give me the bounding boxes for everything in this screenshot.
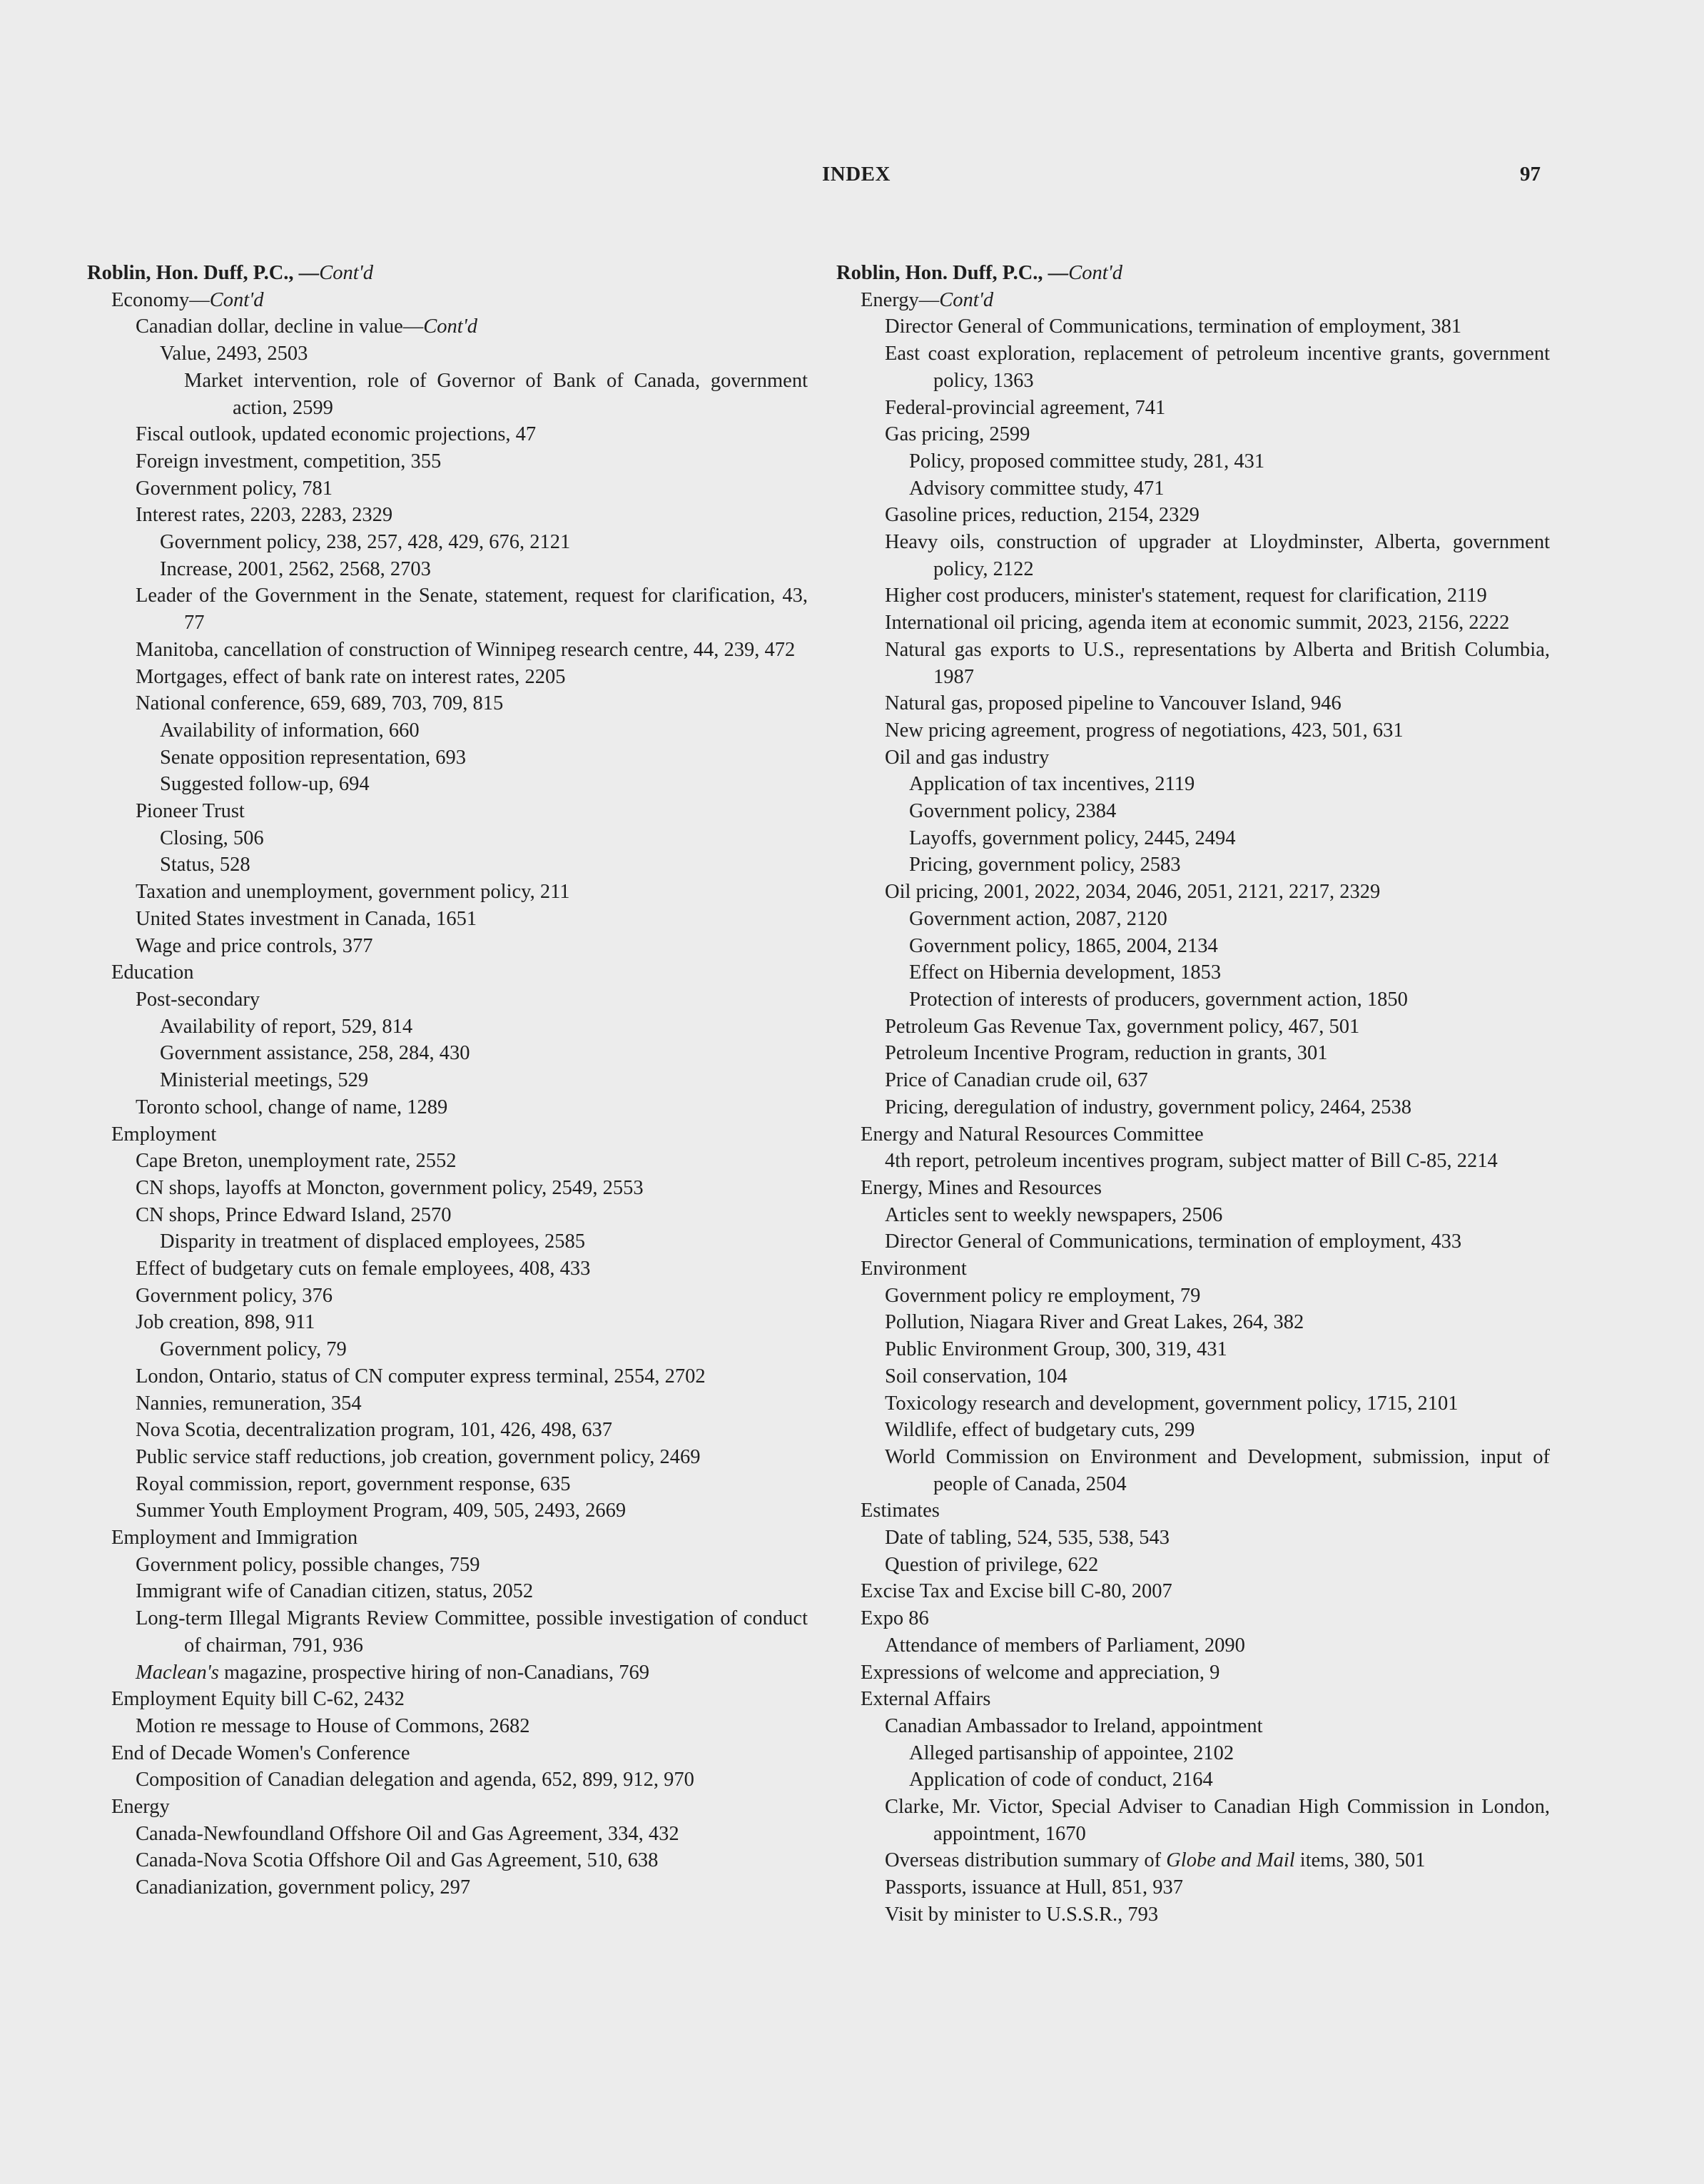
index-entry <box>136 313 808 340</box>
index-entry <box>136 421 808 448</box>
index-entry <box>136 1497 808 1525</box>
index-entry <box>885 879 1550 906</box>
entry-text: Foreign investment, competition, 355 <box>136 450 442 472</box>
entry-text: Availability of report, 529, 814 <box>160 1015 413 1038</box>
index-entry <box>160 1013 808 1041</box>
index-entry <box>885 610 1550 637</box>
entry-text: Pioneer Trust <box>136 800 245 823</box>
entry-text: Availability of information, 660 <box>160 719 420 742</box>
entry-text: Government policy, 79 <box>160 1338 347 1361</box>
index-entry <box>111 959 808 986</box>
entry-text: Wildlife, effect of budgetary cuts, 299 <box>885 1419 1195 1442</box>
index-entry <box>160 1228 808 1255</box>
index-entry <box>136 1309 808 1336</box>
entry-text: Canada-Nova Scotia Offshore Oil and Gas Agreement, 510, 638 <box>136 1849 659 1872</box>
index-entry <box>136 1821 808 1848</box>
index-entry <box>885 1309 1550 1336</box>
index-entry <box>885 1148 1550 1175</box>
index-entry <box>136 582 808 636</box>
index-entry <box>885 1632 1550 1659</box>
index-entry <box>136 1148 808 1175</box>
index-entry <box>160 1336 808 1363</box>
entry-text: National conference, 659, 689, 703, 709, 815 <box>136 692 504 715</box>
index-entry <box>136 448 808 475</box>
index-entry <box>111 287 808 314</box>
index-entry <box>885 1067 1550 1094</box>
entry-text: Director General of Communications, termination of employment, 433 <box>885 1230 1462 1253</box>
entry-text: items, 380, 501 <box>1294 1849 1426 1872</box>
entry-text: Government policy, possible changes, 759 <box>136 1553 480 1576</box>
index-entry <box>885 1390 1550 1417</box>
entry-text: Articles sent to weekly newspapers, 2506 <box>885 1203 1223 1226</box>
entry-text: Government policy, 238, 257, 428, 429, 676, 2121 <box>160 531 571 554</box>
index-entry <box>885 744 1550 772</box>
entry-text: Cape Breton, unemployment rate, 2552 <box>136 1150 457 1173</box>
index-entry <box>160 340 808 368</box>
entry-text: London, Ontario, status of CN computer express terminal, 2554, 2702 <box>136 1365 706 1387</box>
entry-text: Government policy, 2384 <box>909 800 1117 823</box>
entry-text: Attendance of members of Parliament, 2090 <box>885 1634 1245 1657</box>
entry-text: 4th report, petroleum incentives program, subject matter of Bill C-85, 2214 <box>885 1150 1498 1173</box>
entry-text: Employment <box>111 1123 217 1146</box>
index-entry <box>885 1040 1550 1067</box>
entry-text: Fiscal outlook, updated economic projections, 47 <box>136 423 537 446</box>
index-entry <box>136 1766 808 1794</box>
entry-text: Petroleum Gas Revenue Tax, government policy, 467, 501 <box>885 1015 1360 1038</box>
entry-italic-text: Cont'd <box>423 315 478 338</box>
entry-text: Heavy oils, construction of upgrader at Lloydminster, Alberta, government policy, 2122 <box>885 531 1550 580</box>
index-entry <box>861 1175 1550 1202</box>
index-entry <box>861 1659 1550 1687</box>
entry-text: Job creation, 898, 911 <box>136 1311 315 1334</box>
index-entry <box>136 1094 808 1121</box>
index-entry <box>885 1417 1550 1444</box>
entry-italic-text: Maclean's <box>136 1661 219 1684</box>
index-entry <box>885 1874 1550 1901</box>
page-title: INDEX <box>822 163 891 186</box>
entry-text: Nova Scotia, decentralization program, 101, 426, 498, 637 <box>136 1419 612 1442</box>
entry-text: Application of code of conduct, 2164 <box>909 1769 1213 1791</box>
index-entry <box>861 1578 1550 1605</box>
index-entry <box>136 475 808 502</box>
index-entry <box>136 1444 808 1471</box>
entry-text: End of Decade Women's Conference <box>111 1741 410 1764</box>
index-entry <box>861 1605 1550 1632</box>
entry-text: Market intervention, role of Governor of Bank of Canada, government action, 2599 <box>184 369 808 419</box>
index-entry <box>885 1794 1550 1847</box>
entry-text: Pollution, Niagara River and Great Lakes, 264, 382 <box>885 1311 1304 1334</box>
entry-text: Public service staff reductions, job creation, government policy, 2469 <box>136 1445 701 1468</box>
entry-text: Toronto school, change of name, 1289 <box>136 1096 448 1118</box>
entry-text: Government policy, 781 <box>136 477 333 500</box>
entry-text: Gas pricing, 2599 <box>885 423 1030 446</box>
entry-text: Mortgages, effect of bank rate on interest rates, 2205 <box>136 665 566 688</box>
entry-text: Gasoline prices, reduction, 2154, 2329 <box>885 504 1200 527</box>
index-entry <box>136 1605 808 1659</box>
index-entry <box>909 798 1550 825</box>
entry-text: Government policy, 376 <box>136 1284 333 1307</box>
index-entry <box>184 368 808 421</box>
entry-text: Government policy, 1865, 2004, 2134 <box>909 934 1218 957</box>
entry-text: Employment Equity bill C-62, 2432 <box>111 1688 405 1711</box>
index-entry <box>160 1040 808 1067</box>
entry-text: Soil conservation, 104 <box>885 1365 1067 1387</box>
index-entry <box>909 448 1550 475</box>
entry-text: Post-secondary <box>136 988 260 1011</box>
entry-text: Summer Youth Employment Program, 409, 505, 2493, 2669 <box>136 1500 627 1522</box>
index-entry <box>885 313 1550 340</box>
index-entry <box>885 1363 1550 1390</box>
index-entry <box>136 1363 808 1390</box>
entry-text: New pricing agreement, progress of negotiations, 423, 501, 631 <box>885 719 1404 742</box>
index-entry <box>136 1578 808 1605</box>
entry-text: Taxation and unemployment, government policy, 211 <box>136 881 570 904</box>
index-entry <box>861 1686 1550 1713</box>
entry-text: Government assistance, 258, 284, 430 <box>160 1042 470 1065</box>
index-entry <box>885 529 1550 582</box>
entry-text: Energy— <box>861 288 940 311</box>
page-number: 97 <box>1520 163 1541 186</box>
index-column-left <box>87 260 808 1901</box>
index-entry <box>909 851 1550 879</box>
entry-text: Environment <box>861 1258 967 1280</box>
entry-text: Composition of Canadian delegation and agenda, 652, 899, 912, 970 <box>136 1769 694 1791</box>
index-entry <box>136 906 808 933</box>
entry-text: Roblin, Hon. Duff, P.C., — <box>87 262 320 284</box>
index-entry <box>160 825 808 852</box>
entry-text: Energy and Natural Resources Committee <box>861 1123 1204 1146</box>
index-entry <box>160 851 808 879</box>
entry-text: Immigrant wife of Canadian citizen, status, 2052 <box>136 1580 534 1603</box>
index-entry <box>136 1202 808 1229</box>
entry-text: Natural gas exports to U.S., representations by Alberta and British Columbia, 1987 <box>885 638 1550 688</box>
index-entry <box>909 933 1550 960</box>
entry-text: Expressions of welcome and appreciation, 9 <box>861 1661 1220 1684</box>
entry-text: Value, 2493, 2503 <box>160 343 308 365</box>
entry-text: Suggested follow-up, 694 <box>160 773 370 796</box>
index-entry <box>861 1497 1550 1525</box>
entry-text: Protection of interests of producers, government action, 1850 <box>909 988 1408 1011</box>
index-entry <box>885 1228 1550 1255</box>
entry-text: Closing, 506 <box>160 826 264 849</box>
entry-text: Education <box>111 961 194 984</box>
entry-text: Advisory committee study, 471 <box>909 477 1165 500</box>
entry-text: Canadianization, government policy, 297 <box>136 1876 471 1899</box>
index-entry <box>136 1471 808 1498</box>
entry-italic-text: Globe and Mail <box>1166 1849 1295 1872</box>
entry-text: CN shops, Prince Edward Island, 2570 <box>136 1203 452 1226</box>
page-header <box>0 163 1704 194</box>
index-entry <box>111 1525 808 1552</box>
entry-text: Government action, 2087, 2120 <box>909 907 1167 930</box>
entry-text: Roblin, Hon. Duff, P.C., — <box>836 262 1069 284</box>
entry-text: Long-term Illegal Migrants Review Committee, possible investigation of conduct of chairman, 791, 936 <box>136 1607 808 1657</box>
index-entry <box>885 1094 1550 1121</box>
index-entry <box>160 771 808 798</box>
entry-italic-text: Cont'd <box>1068 262 1122 284</box>
index-entry <box>136 798 808 825</box>
index-entry <box>111 1794 808 1821</box>
entry-text: Senate opposition representation, 693 <box>160 746 466 769</box>
index-entry <box>861 1121 1550 1148</box>
index-entry <box>861 1255 1550 1283</box>
index-entry <box>909 771 1550 798</box>
index-entry <box>160 1067 808 1094</box>
index-entry <box>136 664 808 691</box>
index-entry <box>136 933 808 960</box>
entry-text: Status, 528 <box>160 854 250 876</box>
index-entry <box>885 1283 1550 1310</box>
index-entry <box>136 690 808 717</box>
entry-text: Overseas distribution summary of <box>885 1849 1167 1872</box>
entry-text: Expo 86 <box>861 1607 929 1630</box>
index-entry <box>885 421 1550 448</box>
entry-text: Pricing, deregulation of industry, government policy, 2464, 2538 <box>885 1096 1411 1118</box>
entry-text: Energy, Mines and Resources <box>861 1176 1102 1199</box>
entry-text: Increase, 2001, 2562, 2568, 2703 <box>160 557 431 580</box>
entry-text: Petroleum Incentive Program, reduction in grants, 301 <box>885 1042 1328 1065</box>
entry-text: Government policy re employment, 79 <box>885 1284 1201 1307</box>
index-entry <box>885 1202 1550 1229</box>
entry-text: Economy— <box>111 288 210 311</box>
index-entry <box>885 1847 1550 1874</box>
index-entry <box>111 1740 808 1767</box>
entry-text: Pricing, government policy, 2583 <box>909 854 1181 876</box>
entry-text: Motion re message to House of Commons, 2682 <box>136 1714 530 1737</box>
index-entry <box>136 1847 808 1874</box>
index-entry <box>136 986 808 1013</box>
index-entry <box>111 1121 808 1148</box>
entry-text: International oil pricing, agenda item at economic summit, 2023, 2156, 2222 <box>885 612 1510 635</box>
index-entry <box>909 986 1550 1013</box>
index-entry <box>885 1336 1550 1363</box>
entry-text: Ministerial meetings, 529 <box>160 1069 369 1092</box>
index-column-right <box>836 260 1550 1928</box>
index-entry <box>885 582 1550 610</box>
entry-text: Visit by minister to U.S.S.R., 793 <box>885 1903 1159 1926</box>
entry-text: Application of tax incentives, 2119 <box>909 773 1195 796</box>
index-entry <box>136 1552 808 1579</box>
entry-text: Policy, proposed committee study, 281, 431 <box>909 450 1265 472</box>
index-entry <box>136 502 808 529</box>
index-entry <box>909 1766 1550 1794</box>
index-entry <box>136 1417 808 1444</box>
index-entry <box>909 906 1550 933</box>
entry-text: Public Environment Group, 300, 319, 431 <box>885 1338 1227 1361</box>
index-entry <box>885 1444 1550 1497</box>
entry-text: Toxicology research and development, government policy, 1715, 2101 <box>885 1392 1459 1415</box>
entry-text: Natural gas, proposed pipeline to Vancouver Island, 946 <box>885 692 1342 715</box>
entry-text: Question of privilege, 622 <box>885 1553 1099 1576</box>
index-entry <box>160 744 808 772</box>
entry-text: Leader of the Government in the Senate, statement, request for clarification, 43, 77 <box>136 585 808 635</box>
entry-text: External Affairs <box>861 1688 991 1711</box>
index-entry <box>136 637 808 664</box>
index-entry <box>909 475 1550 502</box>
index-entry <box>160 717 808 744</box>
index-entry <box>885 1552 1550 1579</box>
entry-text: Higher cost producers, minister's statement, request for clarification, 2119 <box>885 585 1487 607</box>
entry-text: Employment and Immigration <box>111 1527 358 1549</box>
index-entry <box>885 1713 1550 1740</box>
index-entry <box>160 529 808 556</box>
index-entry <box>136 1175 808 1202</box>
index-entry <box>136 1255 808 1283</box>
index-entry <box>885 637 1550 690</box>
entry-text: Wage and price controls, 377 <box>136 934 373 957</box>
entry-text: Oil pricing, 2001, 2022, 2034, 2046, 2051, 2121, 2217, 2329 <box>885 881 1381 904</box>
index-entry <box>909 1740 1550 1767</box>
entry-text: Passports, issuance at Hull, 851, 937 <box>885 1876 1183 1899</box>
entry-text: Excise Tax and Excise bill C-80, 2007 <box>861 1580 1172 1603</box>
index-entry <box>885 395 1550 422</box>
entry-text: Estimates <box>861 1500 940 1522</box>
entry-text: Manitoba, cancellation of construction of Winnipeg research centre, 44, 239, 472 <box>136 638 796 661</box>
entry-italic-text: Cont'd <box>939 288 994 311</box>
index-entry <box>885 340 1550 394</box>
entry-text: Canadian Ambassador to Ireland, appointment <box>885 1714 1263 1737</box>
entry-text: Effect of budgetary cuts on female employees, 408, 433 <box>136 1258 591 1280</box>
entry-text: Price of Canadian crude oil, 637 <box>885 1069 1148 1092</box>
entry-text: Interest rates, 2203, 2283, 2329 <box>136 504 393 527</box>
index-entry <box>136 1390 808 1417</box>
entry-text: Canadian dollar, decline in value— <box>136 315 424 338</box>
entry-text: East coast exploration, replacement of petroleum incentive grants, government policy, 1363 <box>885 343 1550 392</box>
index-entry <box>861 287 1550 314</box>
index-entry <box>885 1013 1550 1041</box>
entry-text: Date of tabling, 524, 535, 538, 543 <box>885 1527 1170 1549</box>
entry-italic-text: Cont'd <box>319 262 373 284</box>
index-entry <box>136 1283 808 1310</box>
entry-text: Nannies, remuneration, 354 <box>136 1392 362 1415</box>
entry-text: Clarke, Mr. Victor, Special Adviser to Canadian High Commission in London, appointment, 1670 <box>885 1796 1550 1845</box>
entry-text: magazine, prospective hiring of non-Canadians, 769 <box>218 1661 649 1684</box>
index-entry <box>111 1686 808 1713</box>
index-entry <box>885 502 1550 529</box>
entry-italic-text: Cont'd <box>209 288 264 311</box>
index-entry <box>909 959 1550 986</box>
entry-text: United States investment in Canada, 1651 <box>136 907 477 930</box>
entry-text: World Commission on Environment and Development, submission, input of people of Canada, 2504 <box>885 1445 1550 1495</box>
entry-text: CN shops, layoffs at Moncton, government policy, 2549, 2553 <box>136 1176 644 1199</box>
entry-text: Canada-Newfoundland Offshore Oil and Gas Agreement, 334, 432 <box>136 1822 679 1845</box>
entry-text: Director General of Communications, termination of employment, 381 <box>885 315 1462 338</box>
index-entry <box>136 1874 808 1901</box>
index-entry <box>885 1901 1550 1928</box>
index-entry <box>136 879 808 906</box>
entry-text: Energy <box>111 1796 170 1819</box>
index-entry <box>87 260 808 287</box>
index-entry <box>909 825 1550 852</box>
entry-text: Alleged partisanship of appointee, 2102 <box>909 1741 1234 1764</box>
entry-text: Federal-provincial agreement, 741 <box>885 396 1166 419</box>
entry-text: Oil and gas industry <box>885 746 1050 769</box>
index-entry <box>885 1525 1550 1552</box>
entry-text: Royal commission, report, government response, 635 <box>136 1472 571 1495</box>
index-entry <box>160 556 808 583</box>
entry-text: Disparity in treatment of displaced employees, 2585 <box>160 1230 585 1253</box>
entry-text: Layoffs, government policy, 2445, 2494 <box>909 826 1236 849</box>
index-entry <box>885 717 1550 744</box>
index-entry <box>136 1713 808 1740</box>
index-entry <box>836 260 1550 287</box>
entry-text: Effect on Hibernia development, 1853 <box>909 961 1222 984</box>
index-entry <box>136 1659 808 1687</box>
index-entry <box>885 690 1550 717</box>
